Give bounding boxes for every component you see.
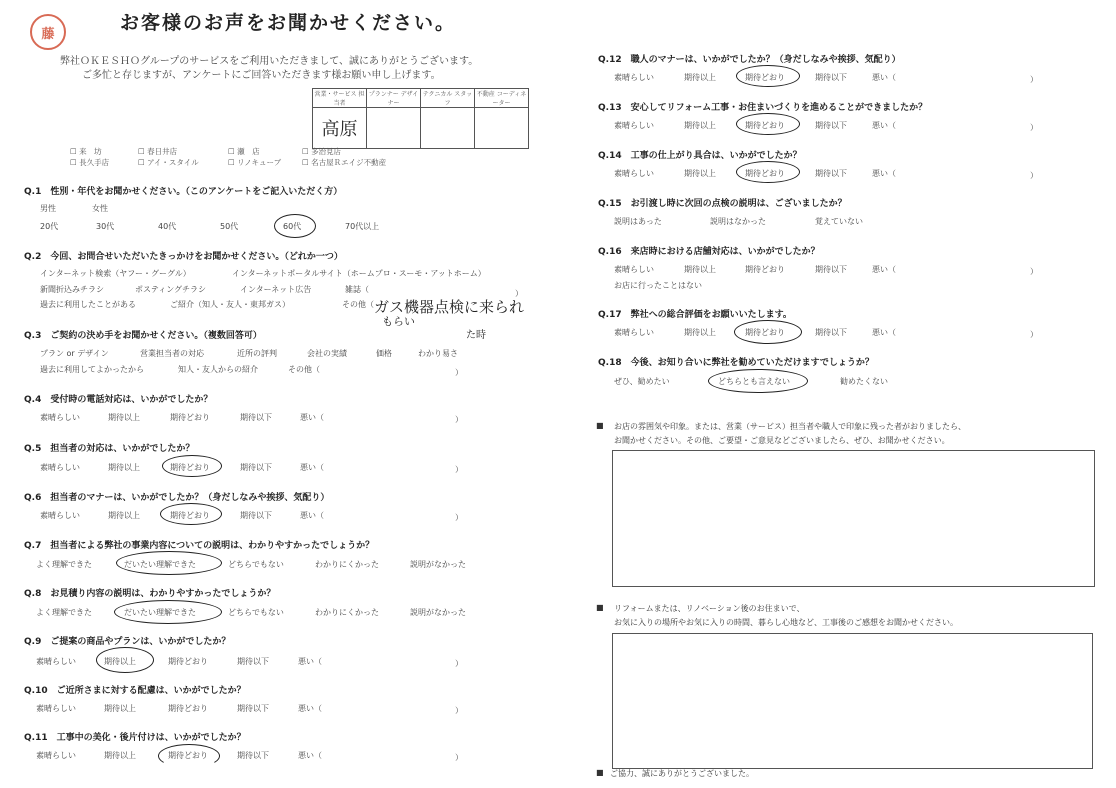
option[interactable]: どちらでもない <box>228 608 284 617</box>
option[interactable]: 素晴らしい <box>36 751 76 760</box>
option[interactable]: 勧めたくない <box>840 377 888 386</box>
option[interactable]: 知人・友人からの紹介 <box>178 365 258 374</box>
question-1: Q.1 性別・年代をお聞かせください。（このアンケートをご記入いただく方） <box>24 187 343 197</box>
option[interactable]: 悪い（ <box>872 73 896 82</box>
option[interactable]: お店に行ったことはない <box>614 281 702 290</box>
option[interactable]: 悪い（ <box>298 704 322 713</box>
question-14: Q.14 工事の仕上がり具合は、いかがでしたか？ <box>598 151 802 161</box>
question-4: Q.4 受付時の電話対応は、いかがでしたか？ <box>24 395 213 405</box>
option[interactable]: 悪い（ <box>872 169 896 178</box>
question-6: Q.6 担当者のマナーは、いかがでしたか？（身だしなみや挨拶、気配り） <box>24 493 330 503</box>
paren-close: ） <box>1030 330 1038 339</box>
paren-close: ） <box>515 289 523 298</box>
option[interactable]: 期待どおり <box>170 413 210 422</box>
square-bullet-icon: ■ <box>596 421 604 430</box>
question-7: Q.7 担当者による弊社の事業内容についての説明は、わかりやすかったでしょうか？ <box>24 541 375 551</box>
option[interactable]: 覚えていない <box>815 217 863 226</box>
staff-header-planner: プランナー デザイナー <box>367 89 421 108</box>
option-selected[interactable]: 期待どおり <box>170 511 210 520</box>
option[interactable]: 70代以上 <box>345 222 380 231</box>
option[interactable]: 期待以上 <box>108 511 140 520</box>
handwritten-answer: ガス機器点検に来られ <box>374 298 525 316</box>
handwritten-staff-name: 高原 <box>321 119 358 140</box>
staff-header-realestate: 不動産 コーディネーター <box>475 89 529 108</box>
option[interactable]: 素晴らしい <box>614 169 654 178</box>
option-selected[interactable]: 期待以上 <box>104 657 136 666</box>
store-checkbox[interactable]: ☐ 瀬 店 <box>228 146 260 157</box>
option[interactable]: 期待以下 <box>815 73 847 82</box>
option[interactable]: 30代 <box>96 222 115 231</box>
option[interactable]: プラン or デザイン <box>40 349 109 358</box>
option[interactable]: 説明がなかった <box>410 560 466 569</box>
handwritten-answer: もらい <box>382 315 415 328</box>
option-selected[interactable]: 期待どおり <box>168 751 208 760</box>
option[interactable]: 過去に利用してよかったから <box>40 365 144 374</box>
question-18: Q.18 今後、お知り合いに弊社を勧めていただけますでしょうか？ <box>598 358 874 368</box>
option[interactable]: わかり易さ <box>418 349 458 358</box>
paren-close: ） <box>455 368 463 377</box>
paren-close: ） <box>455 753 463 762</box>
option[interactable]: 期待以下 <box>240 413 272 422</box>
option[interactable]: 期待以下 <box>815 265 847 274</box>
option[interactable]: 男性 <box>40 204 56 213</box>
paren-close: ） <box>455 706 463 715</box>
question-3: Q.3 ご契約の決め手をお聞かせください。（複数回答可） <box>24 331 262 341</box>
option-selected[interactable]: 期待どおり <box>745 169 785 178</box>
option[interactable]: 悪い（ <box>300 463 324 472</box>
option-selected[interactable]: だいたい理解できた <box>124 560 196 569</box>
store-checkbox[interactable]: ☐ 春日井店 <box>138 146 177 157</box>
handwritten-answer: た時 <box>466 330 486 341</box>
option-selected[interactable]: だいたい理解できた <box>124 608 196 617</box>
option[interactable]: ご紹介（知人・友人・東邦ガス） <box>170 300 290 309</box>
staff-planner-field[interactable] <box>367 108 421 149</box>
option[interactable]: インターネットポータルサイト（ホームプロ・スーモ・アットホーム） <box>232 269 486 278</box>
option[interactable]: 雑誌（ <box>345 285 369 294</box>
thanks-text: ご協力、誠にありがとうございました。 <box>610 769 754 778</box>
option[interactable]: 素晴らしい <box>40 413 80 422</box>
option[interactable]: 期待以上 <box>684 169 716 178</box>
option[interactable]: 素晴らしい <box>40 463 80 472</box>
option[interactable]: 期待以下 <box>815 328 847 337</box>
store-checkbox[interactable]: ☐ 長久手店 <box>70 157 109 168</box>
option[interactable]: 過去に利用したことがある <box>40 300 136 309</box>
option[interactable]: 期待以上 <box>108 413 140 422</box>
option[interactable]: 悪い（ <box>872 121 896 130</box>
paren-close: ） <box>455 415 463 424</box>
option[interactable]: 期待どおり <box>745 265 785 274</box>
option[interactable]: 期待以上 <box>684 73 716 82</box>
option[interactable]: 悪い（ <box>298 751 322 760</box>
option[interactable]: インターネット広告 <box>240 285 312 294</box>
question-12: Q.12 職人のマナーは、いかがでしたか？（身だしなみや挨拶、気配り） <box>598 55 901 65</box>
paren-close: ） <box>1030 75 1038 84</box>
store-checkbox[interactable]: ☐ 来 坊 <box>70 146 102 157</box>
option[interactable]: 期待以上 <box>104 704 136 713</box>
question-15: Q.15 お引渡し時に次回の点検の説明は、ございましたか？ <box>598 199 847 209</box>
option[interactable]: 期待どおり <box>168 657 208 666</box>
option[interactable]: 価格 <box>376 349 392 358</box>
option[interactable]: ぜひ、勧めたい <box>614 377 670 386</box>
intro-line-1: 弊社ＯＫＥＳＨＯグループのサービスをご利用いただきまして、誠にありがとうございます。 <box>60 56 479 67</box>
store-checklist <box>70 146 410 170</box>
question-13: Q.13 安心してリフォーム工事・お住まいづくりを進めることができましたか？ <box>598 103 928 113</box>
free-comment-box-2[interactable] <box>612 633 1093 769</box>
option[interactable]: 新聞折込みチラシ <box>40 285 104 294</box>
staff-sales-field[interactable] <box>313 108 367 149</box>
option[interactable]: インターネット検索（ヤフー・グーグル） <box>40 269 191 278</box>
option[interactable]: 説明がなかった <box>410 608 466 617</box>
option[interactable]: 期待以上 <box>104 751 136 760</box>
option[interactable]: 悪い（ <box>872 265 896 274</box>
option-selected[interactable]: 期待どおり <box>745 73 785 82</box>
option-selected[interactable]: どちらとも言えない <box>718 377 790 386</box>
paren-close: ） <box>455 513 463 522</box>
free-comment-prompt-2: お聞かせください。その他、ご要望・ご意見などございましたら、ぜひ、お聞かせください。 <box>614 436 950 445</box>
option[interactable]: 素晴らしい <box>614 328 654 337</box>
question-17: Q.17 弊社への総合評価をお願いいたします。 <box>598 310 792 320</box>
store-checkbox[interactable]: ☐ アイ・スタイル <box>138 157 199 168</box>
question-11: Q.11 工事中の美化・後片付けは、いかがでしたか？ <box>24 733 246 743</box>
option[interactable]: 素晴らしい <box>36 704 76 713</box>
option[interactable]: よく理解できた <box>36 608 92 617</box>
question-5: Q.5 担当者の対応は、いかがでしたか？ <box>24 444 195 454</box>
paren-close: ） <box>1030 171 1038 180</box>
option[interactable]: 説明はなかった <box>710 217 766 226</box>
option[interactable]: 40代 <box>158 222 177 231</box>
option[interactable]: 期待以下 <box>815 169 847 178</box>
option[interactable]: 近所の評判 <box>237 349 277 358</box>
option[interactable]: 期待以下 <box>815 121 847 130</box>
option-selected[interactable]: 期待どおり <box>745 121 785 130</box>
option[interactable]: 期待以下 <box>237 704 269 713</box>
option[interactable]: 悪い（ <box>872 328 896 337</box>
option[interactable]: 悪い（ <box>298 657 322 666</box>
option[interactable]: わかりにくかった <box>315 608 379 617</box>
option[interactable]: 50代 <box>220 222 239 231</box>
option[interactable]: 会社の実績 <box>307 349 347 358</box>
option[interactable]: よく理解できた <box>36 560 92 569</box>
option[interactable]: 悪い（ <box>300 511 324 520</box>
square-bullet-icon: ■ <box>596 768 604 777</box>
option[interactable]: 女性 <box>92 204 108 213</box>
page-title: お客様のお声をお聞かせください。 <box>120 12 457 34</box>
option[interactable]: 期待以上 <box>108 463 140 472</box>
square-bullet-icon: ■ <box>596 603 604 612</box>
question-9: Q.9 ご提案の商品やプランは、いかがでしたか？ <box>24 637 231 647</box>
option[interactable]: 期待以下 <box>240 463 272 472</box>
question-8: Q.8 お見積り内容の説明は、わかりやすかったでしょうか？ <box>24 589 276 599</box>
paren-close: ） <box>455 465 463 474</box>
question-10: Q.10 ご近所さまに対する配慮は、いかがでしたか？ <box>24 686 246 696</box>
option[interactable]: 素晴らしい <box>40 511 80 520</box>
option-selected[interactable]: 期待どおり <box>170 463 210 472</box>
store-checkbox[interactable]: ☐ リノキューブ <box>228 157 281 168</box>
question-2: Q.2 今回、お問合せいただいたきっかけをお聞かせください。（どれか一つ） <box>24 252 343 262</box>
option[interactable]: 期待以上 <box>684 121 716 130</box>
free-comment-prompt-1: お店の雰囲気や印象。または、営業（サービス）担当者や職人で印象に残った者がおりましたら、 <box>614 422 966 431</box>
option-selected[interactable]: 60代 <box>283 222 302 231</box>
option[interactable]: 素晴らしい <box>614 265 654 274</box>
option[interactable]: どちらでもない <box>228 560 284 569</box>
option[interactable]: その他（ <box>342 300 374 309</box>
store-checkbox[interactable]: ☐ 多治見店 <box>302 146 341 157</box>
option[interactable]: 期待どおり <box>168 704 208 713</box>
option[interactable]: その他（ <box>288 365 320 374</box>
option[interactable]: 素晴らしい <box>614 121 654 130</box>
option[interactable]: 素晴らしい <box>36 657 76 666</box>
option[interactable]: 期待以上 <box>684 328 716 337</box>
option[interactable]: ポスティングチラシ <box>135 285 207 294</box>
option-selected[interactable]: 期待どおり <box>745 328 785 337</box>
option[interactable]: 悪い（ <box>300 413 324 422</box>
paren-close: ） <box>455 659 463 668</box>
question-16: Q.16 来店時における店舗対応は、いかがでしたか？ <box>598 247 820 257</box>
option[interactable]: 期待以下 <box>237 657 269 666</box>
intro-line-2: ご多忙と存じますが、アンケートにご回答いただきます様お願い申し上げます。 <box>82 70 441 81</box>
option[interactable]: 説明はあった <box>614 217 662 226</box>
option[interactable]: わかりにくかった <box>315 560 379 569</box>
staff-technical-field[interactable] <box>421 108 475 149</box>
option[interactable]: 素晴らしい <box>614 73 654 82</box>
paren-close: ） <box>1030 267 1038 276</box>
staff-header-sales: 営業・サービス 担当者 <box>313 89 367 108</box>
free-comment-prompt-4: お気に入りの場所やお気に入りの時間、暮らし心地など、工事後のご感想をお聞かせください。 <box>614 618 958 627</box>
staff-realestate-field[interactable] <box>475 108 529 149</box>
option[interactable]: 期待以上 <box>684 265 716 274</box>
staff-header-technical: テクニカル スタッフ <box>421 89 475 108</box>
option[interactable]: 20代 <box>40 222 59 231</box>
option[interactable]: 期待以下 <box>237 751 269 760</box>
hanko-seal: 藤 <box>30 14 66 50</box>
paren-close: ） <box>1030 123 1038 132</box>
staff-table <box>312 88 529 149</box>
free-comment-prompt-3: リフォームまたは、リノベーション後のお住まいで、 <box>614 604 805 613</box>
free-comment-box-1[interactable] <box>612 450 1095 587</box>
store-checkbox[interactable]: ☐ 名古屋Ｒエイジ不動産 <box>302 157 386 168</box>
option[interactable]: 営業担当者の対応 <box>140 349 204 358</box>
option[interactable]: 期待以下 <box>240 511 272 520</box>
